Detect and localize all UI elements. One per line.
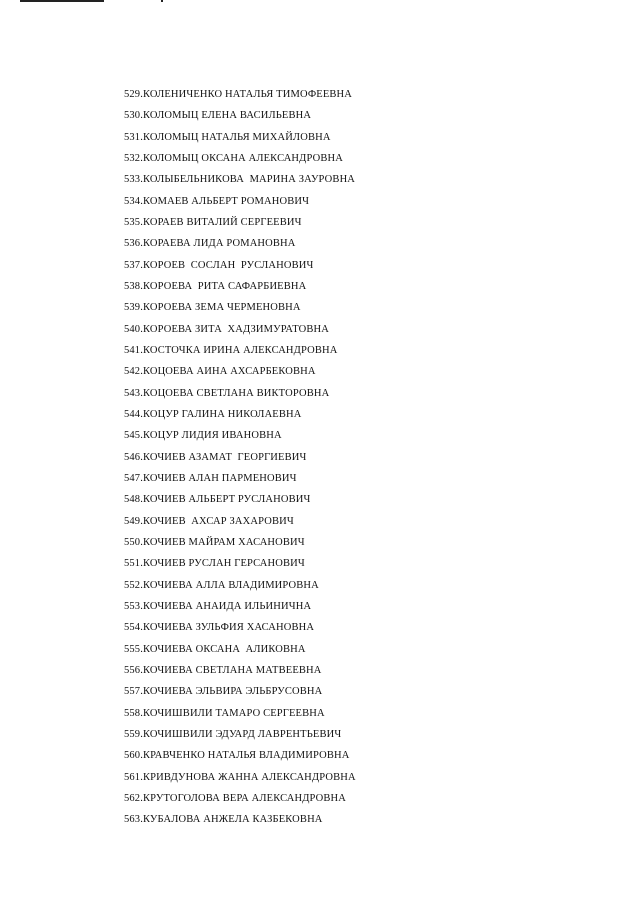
list-item: 546.КОЧИЕВ АЗАМАТ ГЕОРГИЕВИЧ <box>124 451 307 463</box>
list-item: 541.КОСТОЧКА ИРИНА АЛЕКСАНДРОВНА <box>124 344 338 356</box>
list-item: 561.КРИВДУНОВА ЖАННА АЛЕКСАНДРОВНА <box>124 771 356 783</box>
list-item: 550.КОЧИЕВ МАЙРАМ ХАСАНОВИЧ <box>124 536 305 548</box>
list-item: 532.КОЛОМЫЦ ОКСАНА АЛЕКСАНДРОВНА <box>124 152 343 164</box>
list-item: 559.КОЧИШВИЛИ ЭДУАРД ЛАВРЕНТЬЕВИЧ <box>124 728 342 740</box>
list-item: 544.КОЦУР ГАЛИНА НИКОЛАЕВНА <box>124 408 302 420</box>
list-item: 547.КОЧИЕВ АЛАН ПАРМЕНОВИЧ <box>124 472 297 484</box>
list-item: 548.КОЧИЕВ АЛЬБЕРТ РУСЛАНОВИЧ <box>124 494 311 506</box>
scan-edge-mark <box>20 0 104 2</box>
list-item: 551.КОЧИЕВ РУСЛАН ГЕРСАНОВИЧ <box>124 558 305 570</box>
list-item: 557.КОЧИЕВА ЭЛЬВИРА ЭЛЬБРУСОВНА <box>124 686 323 698</box>
list-item: 537.КОРОЕВ СОСЛАН РУСЛАНОВИЧ <box>124 259 314 271</box>
list-item: 552.КОЧИЕВА АЛЛА ВЛАДИМИРОВНА <box>124 579 319 591</box>
list-item: 529.КОЛЕНИЧЕНКО НАТАЛЬЯ ТИМОФЕЕВНА <box>124 89 353 100</box>
name-list <box>124 88 356 834</box>
list-item: 539.КОРОЕВА ЗЕМА ЧЕРМЕНОВНА <box>124 302 301 314</box>
list-item: 562.КРУТОГОЛОВА ВЕРА АЛЕКСАНДРОВНА <box>124 792 346 804</box>
list-item: 530.КОЛОМЫЦ ЕЛЕНА ВАСИЛЬЕВНА <box>124 110 312 122</box>
list-item: 542.КОЦОЕВА АИНА АХСАРБЕКОВНА <box>124 366 316 378</box>
list-item: 553.КОЧИЕВА АНАИДА ИЛЬИНИЧНА <box>124 600 312 612</box>
list-item: 534.КОМАЕВ АЛЬБЕРТ РОМАНОВИЧ <box>124 195 310 207</box>
list-item: 543.КОЦОЕВА СВЕТЛАНА ВИКТОРОВНА <box>124 387 330 399</box>
list-item: 560.КРАВЧЕНКО НАТАЛЬЯ ВЛАДИМИРОВНА <box>124 750 350 762</box>
list-item: 535.КОРАЕВ ВИТАЛИЙ СЕРГЕЕВИЧ <box>124 216 302 228</box>
scan-speck-mark <box>161 0 163 2</box>
list-item: 555.КОЧИЕВА ОКСАНА АЛИКОВНА <box>124 643 306 655</box>
list-item: 538.КОРОЕВА РИТА САФАРБИЕВНА <box>124 280 307 292</box>
list-item: 556.КОЧИЕВА СВЕТЛАНА МАТВЕЕВНА <box>124 664 322 676</box>
list-item: 554.КОЧИЕВА ЗУЛЬФИЯ ХАСАНОВНА <box>124 622 315 634</box>
list-item: 563.КУБАЛОВА АНЖЕЛА КАЗБЕКОВНА <box>124 814 323 826</box>
list-item: 536.КОРАЕВА ЛИДА РОМАНОВНА <box>124 238 296 250</box>
list-item: 533.КОЛЫБЕЛЬНИКОВА МАРИНА ЗАУРОВНА <box>124 174 356 186</box>
list-item: 540.КОРОЕВА ЗИТА ХАДЗИМУРАТОВНА <box>124 323 329 335</box>
list-item: 545.КОЦУР ЛИДИЯ ИВАНОВНА <box>124 430 282 442</box>
list-item: 531.КОЛОМЫЦ НАТАЛЬЯ МИХАЙЛОВНА <box>124 131 331 143</box>
list-item: 558.КОЧИШВИЛИ ТАМАРО СЕРГЕЕВНА <box>124 707 325 719</box>
list-item: 549.КОЧИЕВ АХСАР ЗАХАРОВИЧ <box>124 515 294 527</box>
